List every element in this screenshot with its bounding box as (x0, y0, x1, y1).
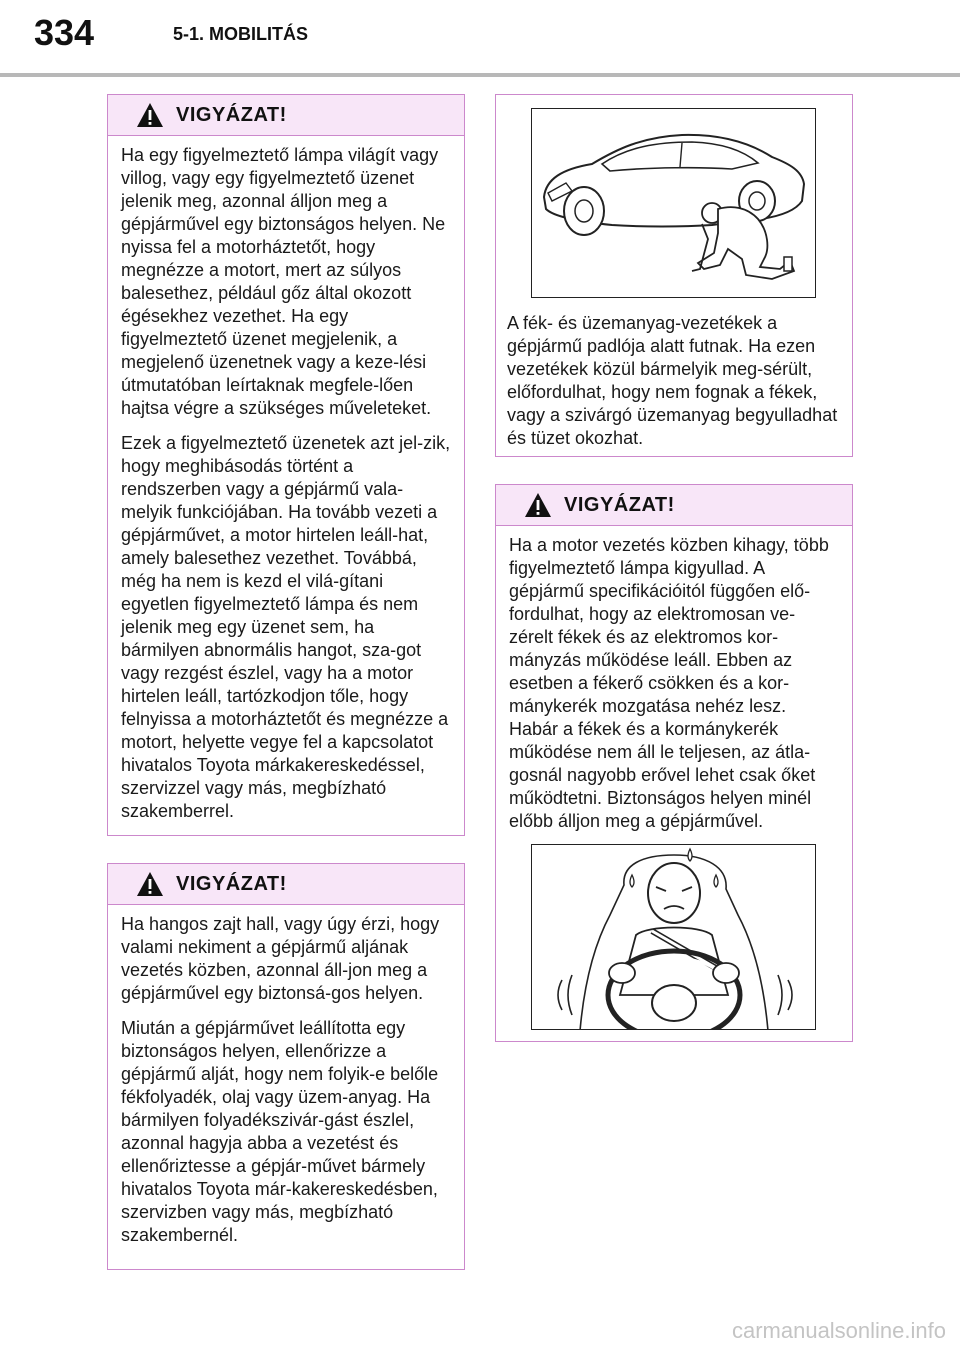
warning-triangle-icon (136, 102, 164, 128)
header-divider (0, 73, 960, 77)
warning-body (108, 136, 464, 823)
warning-title: VIGYÁZAT! (176, 104, 287, 126)
car-inspection-illustration (531, 108, 816, 298)
warning-body (496, 526, 852, 833)
warning-box-1 (107, 94, 465, 836)
paragraph: Ha a motor vezetés közben kihagy, több figyelmeztető lámpa kigyullad. A gépjármű specifikációitól függően elő-fordulhat, hogy az elektromosan ve-zérelt fékek és az elektromos kor-mányzás működése leáll. Ebben az esetben a fékerő csökken és a kor-mánykerék mozgatása nehéz lesz. Habár a fékek és a kormánykerék működése nem áll le teljesen, az átla-gosnál nagyobb erővel lehet csak őket működtetni. Biztonságos helyen minél előbb álljon meg a gépjárművel. (509, 535, 829, 831)
watermark: carmanualsonline.info (731, 1318, 946, 1343)
paragraph: Miután a gépjárművet leállította egy biztonságos helyen, ellenőrizze a gépjármű alját, hogy nem folyik-e belőle fékfolyadék, olaj vagy üzem-anyag. Ha bármilyen folyadékszivár-gást észlel, azonnal hagyja abba a vezetést és ellenőriztesse a gépjár-művet bármely hivatalos Toyota már-kakereskedésben, szervizben vagy más, megbízható szakembernél. (121, 1018, 439, 1245)
page-header (0, 0, 960, 80)
page-number: 334 (34, 12, 95, 53)
warning-title: VIGYÁZAT! (176, 873, 287, 895)
car-underside-figure (532, 109, 816, 298)
section-title: 5-1. MOBILITÁS (173, 24, 309, 44)
note-text-block (507, 312, 843, 450)
driver-figure (532, 845, 816, 1030)
warning-triangle-icon (524, 492, 552, 518)
warning-box-2 (107, 863, 465, 1270)
driver-steering-illustration (531, 844, 816, 1030)
warning-header (108, 95, 464, 136)
note-paragraph: A fék- és üzemanyag-vezetékek a gépjármű padlója alatt futnak. Ha ezen vezetékek közül bármelyik meg-sérült, előfordulhat, hogy nem fognak a fékek, vagy a szivárgó üzemanyag begyulladhat és tüzet okozhat. (507, 313, 838, 448)
paragraph: Ha hangos zajt hall, vagy úgy érzi, hogy valami nekiment a gépjármű aljának vezetés közben, azonnal áll-jon meg a gépjárművel egy biztonsá-gos helyen. (121, 914, 440, 1003)
warning-triangle-icon (136, 871, 164, 897)
warning-body (108, 905, 464, 1247)
warning-title: VIGYÁZAT! (564, 494, 675, 516)
warning-header (496, 485, 852, 526)
paragraph: Ezek a figyelmeztető üzenetek azt jel-zik, hogy meghibásodás történt a rendszerben vagy a gépjármű vala-melyik funkciójában. Ha tovább vezeti a gépjárművet, a motor hirtelen leáll-hat, amely balesethez vezethet. Továbbá, még ha nem is kezd el vilá-gítani egyetlen figyelmeztető lámpa és nem jelenik meg egy üzenet sem, ha bármilyen abnormális hangot, sza-got vagy rezgést észlel, vagy ha a motor hirtelen leáll, tartózkodjon tőle, hogy felnyissa a motorháztetőt és megnézze a motort, helyette vegye fel a kapcsolatot hivatalos Toyota márkakereskedéssel, szervizzel vagy más, megbízható szakemberrel. (121, 433, 451, 821)
paragraph: Ha egy figyelmeztető lámpa világít vagy villog, vagy egy figyelmeztető üzenet jelenik meg, azonnal álljon meg a gépjárművel egy biztonságos helyen. Ne nyissa fel a motorháztetőt, hogy megnézze a motort, mert az súlyos balesethez, például gőz által okozott égésekhez vezethet. Ha egy figyelmeztető üzenet megjelenik, a megjelenő üzenetnek vagy a keze-lési útmutatóban leírtaknak megfele-lően hajtsa végre a szükséges műveleteket. (121, 145, 446, 418)
warning-header (108, 864, 464, 905)
